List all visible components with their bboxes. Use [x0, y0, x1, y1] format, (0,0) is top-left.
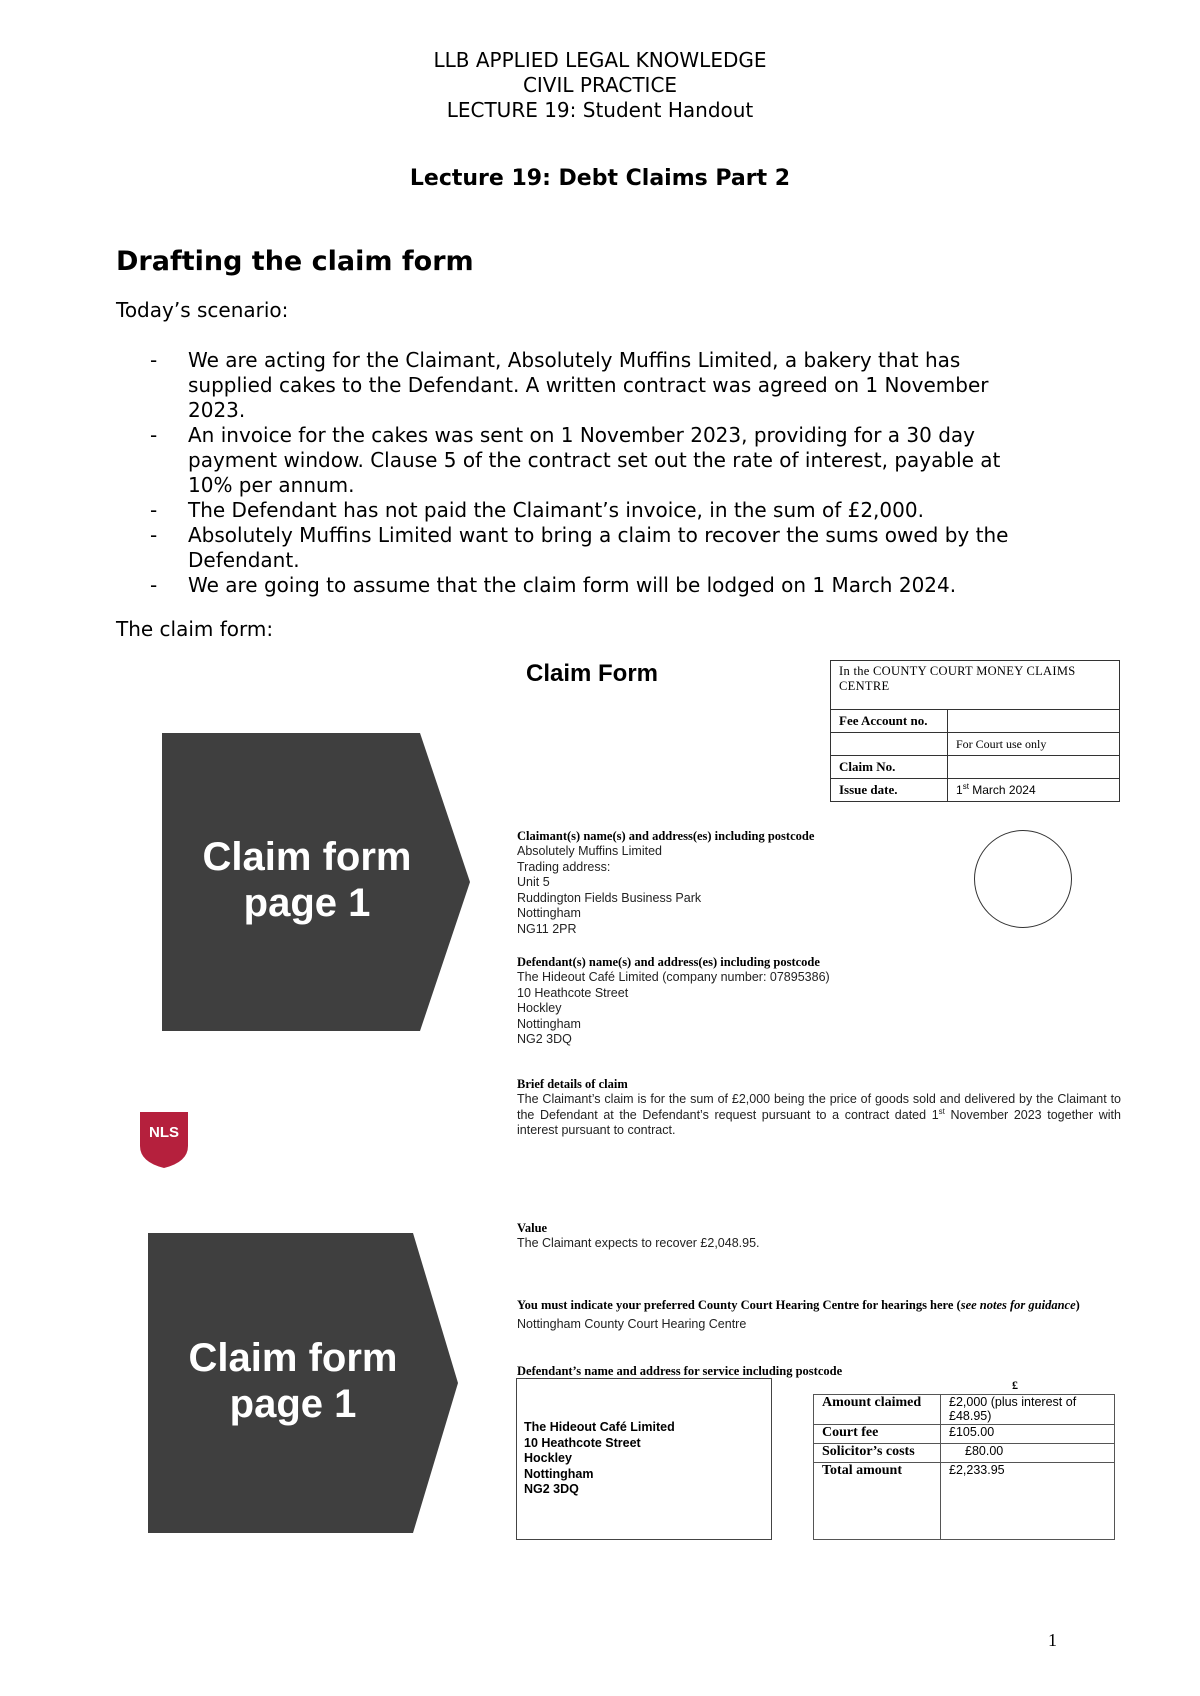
arrow-label-page1: Claim form page 1: [202, 835, 412, 925]
court-details-table: [830, 660, 1120, 802]
claim-no-label: Claim No.: [831, 756, 948, 779]
course-title: LLB APPLIED LEGAL KNOWLEDGE: [433, 48, 767, 72]
claim-form-title: Claim Form: [526, 660, 659, 687]
total-amount-label: Total amount: [814, 1463, 941, 1540]
bullet-marker: -: [150, 498, 158, 522]
bullet-marker: -: [150, 348, 158, 372]
bullet-marker: -: [150, 523, 158, 547]
amount-claimed-label: Amount claimed: [814, 1395, 941, 1425]
amounts-table: [813, 1394, 1115, 1540]
bullet-marker: -: [150, 573, 158, 597]
total-amount-value: £2,233.95: [941, 1463, 1115, 1540]
list-item: - We are going to assume that the claim form will be lodged on 1 March 2024.: [150, 573, 957, 597]
court-fee-value: £105.00: [941, 1425, 1115, 1444]
value-heading: Value: [517, 1221, 548, 1235]
amount-claimed-value: £2,000 (plus interest of £48.95): [941, 1395, 1115, 1425]
claimant-heading: Claimant(s) name(s) and address(es) including postcode: [517, 829, 815, 843]
handout-title: LECTURE 19: Student Handout: [446, 98, 754, 122]
issue-date-value: 1st March 2024: [948, 779, 1120, 802]
hearing-centre-value: Nottingham County Court Hearing Centre: [517, 1317, 747, 1331]
defendant-address: The Hideout Café Limited (company number: 07895386) 10 Heathcote Street Hockley Nottingham NG2 3DQ: [517, 970, 830, 1046]
claimant-address: Absolutely Muffins Limited Trading address: Unit 5 Ruddington Fields Business Park Nottingham NG11 2PR: [517, 844, 702, 936]
solicitor-costs-value: £80.00: [941, 1444, 1115, 1463]
claim-form-intro: The claim form:: [116, 617, 274, 641]
hearing-centre-heading: You must indicate your preferred County Court Hearing Centre for hearings here (see notes for guidance): [517, 1298, 1080, 1312]
court-fee-label: Court fee: [814, 1425, 941, 1444]
currency-symbol: £: [1012, 1378, 1018, 1392]
issue-date-label: Issue date.: [831, 779, 948, 802]
nls-logo: NLS: [138, 1110, 190, 1174]
brief-details-heading: Brief details of claim: [517, 1077, 628, 1091]
list-item: - Absolutely Muffins Limited want to bring a claim to recover the sums owed by the Defendant.: [150, 523, 1009, 572]
value-text: The Claimant expects to recover £2,048.95.: [517, 1236, 760, 1250]
list-item: - The Defendant has not paid the Claimant’s invoice, in the sum of £2,000.: [150, 498, 924, 522]
brief-details-text: The Claimant’s claim is for the sum of £2,000 being the price of goods sold and delivered by the Claimant to the Defendant at the Defendant’s request pursuant to a contract dated 1st November 2023 together with interest pursuant to contract.: [517, 1092, 1121, 1137]
scenario-list: [150, 348, 1050, 598]
fee-account-value: [948, 710, 1120, 733]
service-address-heading: Defendant’s name and address for service including postcode: [517, 1364, 843, 1378]
module-title: CIVIL PRACTICE: [522, 73, 678, 97]
bullet-marker: -: [150, 423, 158, 447]
lecture-title: Lecture 19: Debt Claims Part 2: [409, 166, 791, 191]
page-number: 1: [1048, 1630, 1057, 1650]
fee-account-label: Fee Account no.: [831, 710, 948, 733]
defendant-heading: Defendant(s) name(s) and address(es) including postcode: [517, 955, 820, 969]
scenario-intro: Today’s scenario:: [116, 298, 289, 322]
arrow-label-page1-second: Claim form page 1: [188, 1336, 398, 1426]
court-name: In the COUNTY COURT MONEY CLAIMS CENTRE: [831, 661, 1120, 710]
list-item: - An invoice for the cakes was sent on 1 November 2023, providing for a 30 day payment window. Clause 5 of the contract set out the rate of interest, payable at 10% per annum.: [150, 423, 1001, 497]
court-use-only-label: For Court use only: [948, 733, 1120, 756]
solicitor-costs-label: Solicitor’s costs: [814, 1444, 941, 1463]
list-item: - We are acting for the Claimant, Absolutely Muffins Limited, a bakery that has supplied cakes to the Defendant. A written contract was agreed on 1 November 2023.: [150, 348, 989, 422]
section-heading: Drafting the claim form: [116, 246, 474, 277]
court-seal-circle: [974, 830, 1072, 928]
claim-no-value: [948, 756, 1120, 779]
service-address: The Hideout Café Limited 10 Heathcote Street Hockley Nottingham NG2 3DQ: [524, 1420, 675, 1496]
